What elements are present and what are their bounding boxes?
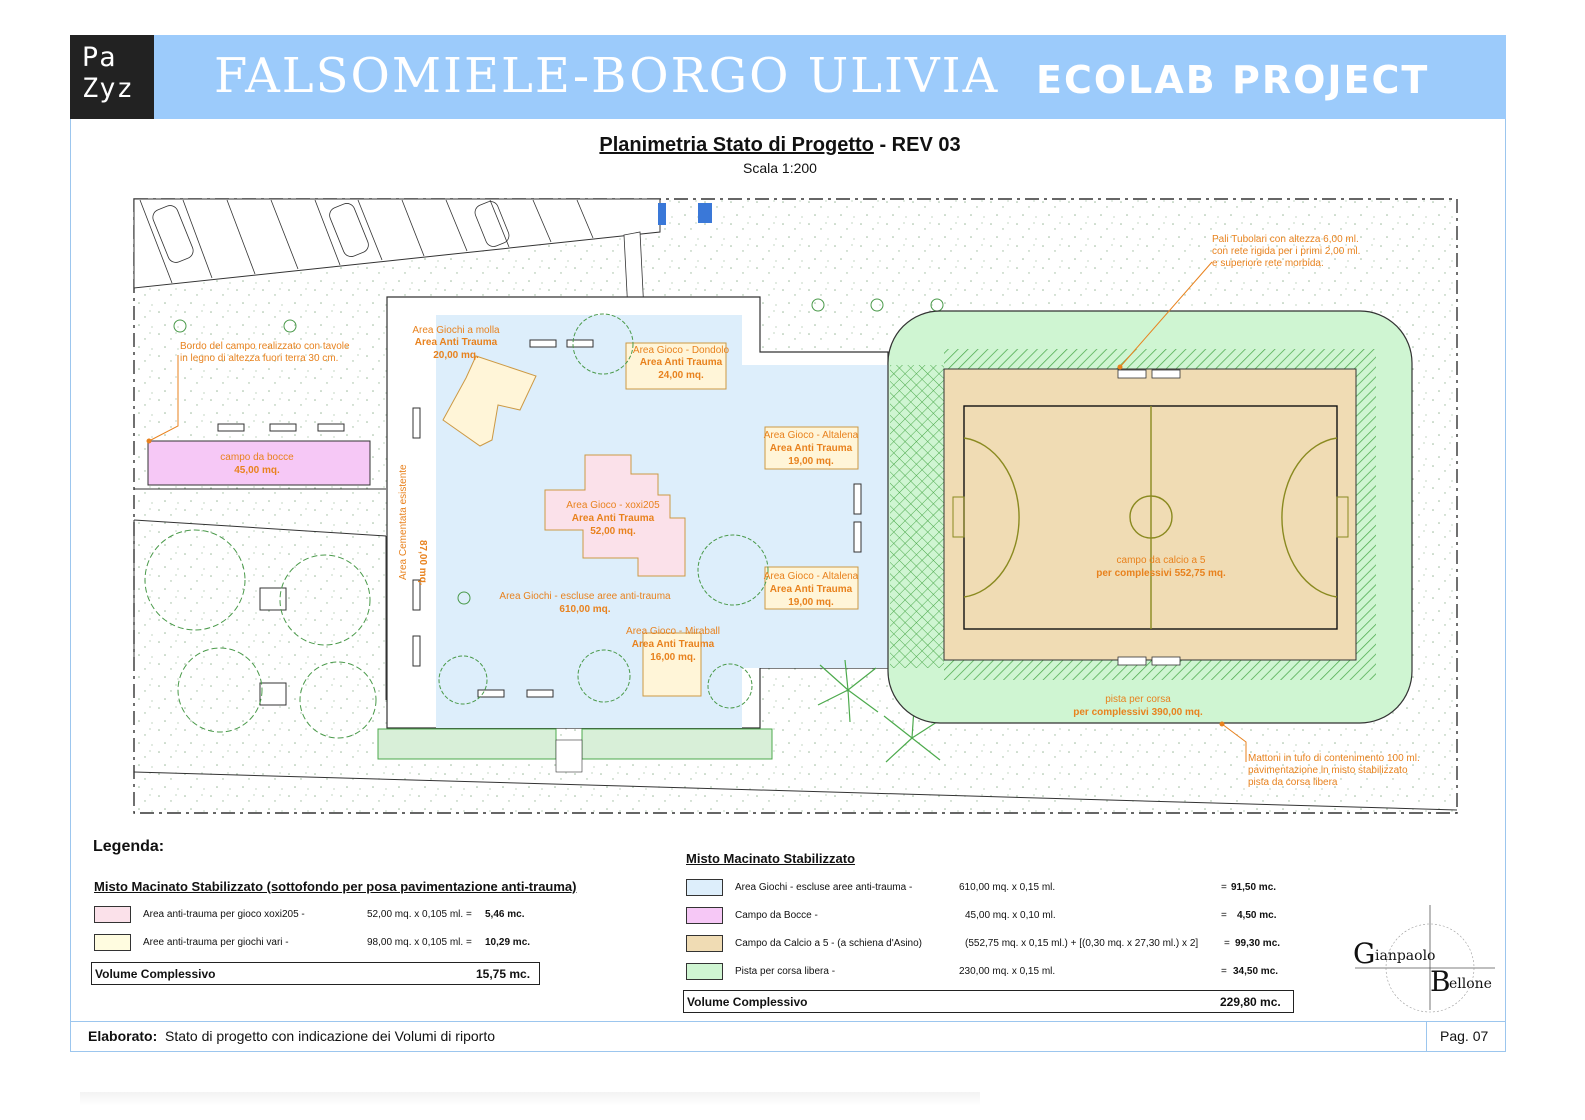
label-giochi-2: 610,00 mq. — [559, 604, 611, 615]
label-pali-1: Pali Tubolari con altezza 6,00 ml. — [1212, 234, 1359, 245]
legend-left-row-1-calc: 52,00 mq. x 0,105 ml. = — [367, 909, 472, 920]
legend-right-row-3-eq: = — [1224, 938, 1230, 949]
label-molla-1: Area Giochi a molla — [412, 325, 500, 336]
label-xoxi-1: Area Gioco - xoxi205 — [566, 500, 660, 511]
legend-right-row-3-value: 99,30 mc. — [1235, 938, 1281, 949]
label-miraball-3: 16,00 mq. — [650, 652, 696, 663]
label-altalena-2a: Area Gioco - Altalena — [763, 571, 859, 582]
label-altalena-1c: 19,00 mq. — [788, 456, 834, 467]
logo-line-2: Zyz — [82, 73, 134, 104]
page-number: Pag. 07 — [1440, 1028, 1489, 1044]
footer-separator — [1426, 1022, 1427, 1052]
legend-title: Legenda: — [93, 838, 165, 855]
football-field — [944, 369, 1356, 665]
label-dondolo-3: 24,00 mq. — [658, 370, 704, 381]
label-miraball-1: Area Gioco - Miraball — [626, 626, 720, 637]
swatch-area-giochi — [686, 879, 723, 896]
footer-label: Elaborato: — [88, 1028, 158, 1044]
legend-left-section: Misto Macinato Stabilizzato (sottofondo per posa pavimentazione anti-trauma) — [94, 879, 577, 894]
label-pali-3: e superiore rete morbida. — [1212, 258, 1324, 269]
label-dondolo-1: Area Gioco - Dondolo — [632, 345, 730, 356]
label-giochi-1: Area Giochi - escluse aree anti-trauma — [499, 591, 671, 602]
swatch-pista — [686, 963, 723, 980]
label-bocce-1: campo da bocce — [220, 452, 294, 463]
legend-left-row-2-label: Aree anti-trauma per giochi vari - — [143, 937, 289, 948]
legend-right-section: Misto Macinato Stabilizzato — [686, 851, 856, 866]
label-dondolo-2: Area Anti Trauma — [639, 357, 723, 368]
legend-right-row-4-eq: = — [1221, 966, 1227, 977]
legend-left-total-label: Volume Complessivo — [95, 967, 216, 981]
label-altalena-2b: Area Anti Trauma — [769, 584, 853, 595]
legend-right-row-2-label: Campo da Bocce - — [735, 910, 818, 921]
label-cementata-2: 87,00 mq. — [417, 540, 428, 586]
plan-title-text: Planimetria Stato di Progetto — [599, 134, 874, 156]
label-cementata-1: Area Cementata esistente — [398, 464, 409, 580]
legend-right-row-1-eq: = — [1221, 882, 1227, 893]
legend-left-row-2-calc: 98,00 mq. x 0,105 ml. = — [367, 937, 472, 948]
label-altalena-1a: Area Gioco - Altalena — [763, 430, 859, 441]
label-bordo-1: Bordo del campo realizzato con tavole — [180, 341, 350, 352]
swatch-calcio — [686, 935, 723, 952]
footer-text: Stato di progetto con indicazione dei Volumi di riporto — [165, 1028, 495, 1044]
legend-left-total-value: 15,75 mc. — [476, 967, 531, 981]
label-calcio-2: per complessivi 552,75 mq. — [1096, 568, 1226, 579]
legend-right-row-2-value: 4,50 mc. — [1237, 910, 1277, 921]
label-altalena-1b: Area Anti Trauma — [769, 443, 853, 454]
plan-scale: Scala 1:200 — [743, 160, 817, 176]
bocce-court — [148, 441, 370, 485]
signature-logo — [1345, 905, 1505, 1015]
label-pali-2: con rete rigida per i primi 2,00 ml. — [1212, 246, 1361, 257]
label-molla-3: 20,00 mq. — [433, 350, 479, 361]
footer-description — [88, 1028, 495, 1044]
signature-last-name: ellone — [1449, 976, 1492, 992]
project-subtitle: ECOLAB PROJECT — [1036, 58, 1430, 102]
legend-right-total-value: 229,80 mc. — [1220, 995, 1281, 1009]
label-mattoni-3: pista da corsa libera — [1248, 777, 1338, 788]
swatch-giochi-vari — [94, 934, 131, 951]
label-xoxi-3: 52,00 mq. — [590, 526, 636, 537]
label-miraball-2: Area Anti Trauma — [631, 639, 715, 650]
label-xoxi-2: Area Anti Trauma — [571, 513, 655, 524]
signature-initial-b: B — [1430, 965, 1451, 998]
project-title: FALSOMIELE-BORGO ULIVIA — [214, 48, 1000, 104]
label-altalena-2c: 19,00 mq. — [788, 597, 834, 608]
legend-right-row-4-value: 34,50 mc. — [1233, 966, 1279, 977]
label-molla-2: Area Anti Trauma — [414, 337, 498, 348]
label-mattoni-1: Mattoni in tufo di contenimento 100 ml. — [1248, 753, 1420, 764]
legend-right-total — [683, 990, 1294, 1013]
legend-left-row-2-value: 10,29 mc. — [485, 937, 531, 948]
label-bordo-2: in legno di altezza fuori terra 30 cm. — [180, 353, 339, 364]
legend-right-row-1-label: Area Giochi - escluse aree anti-trauma - — [735, 882, 913, 893]
legend-right-row-1-value: 91,50 mc. — [1231, 882, 1277, 893]
legend-right-row-2-calc: 45,00 mq. x 0,10 ml. — [965, 910, 1056, 921]
swatch-xoxi205 — [94, 906, 131, 923]
label-pista-1: pista per corsa — [1105, 694, 1171, 705]
legend-right-row-4-calc: 230,00 mq. x 0,15 ml. — [959, 966, 1056, 977]
label-pista-2: per complessivi 390,00 mq. — [1073, 707, 1203, 718]
plan-revision: - REV 03 — [873, 134, 961, 156]
signature-initial-g: G — [1353, 937, 1376, 970]
legend-right-row-3-label: Campo da Calcio a 5 - (a schiena d'Asino) — [735, 938, 923, 949]
swatch-bocce — [686, 907, 723, 924]
legend-right-row-1-calc: 610,00 mq. x 0,15 ml. — [959, 882, 1056, 893]
signature-first-name: ianpaolo — [1375, 948, 1436, 964]
page-shadow — [80, 1092, 980, 1106]
legend-left-row-1-label: Area anti-trauma per gioco xoxi205 - — [143, 909, 305, 920]
legend-left-total — [91, 962, 540, 985]
label-mattoni-2: pavimentazione in misto stabilizzato — [1248, 765, 1408, 776]
label-calcio-1: campo da calcio a 5 — [1116, 555, 1206, 566]
legend-right-row-4-label: Pista per corsa libera - — [735, 966, 836, 977]
legend-left-row-1-value: 5,46 mc. — [485, 909, 525, 920]
legend-right-row-2-eq: = — [1221, 910, 1227, 921]
legend-right-row-3-calc: (552,75 mq. x 0,15 ml.) + [(0,30 mq. x 27,30 ml.) x 2] — [965, 938, 1199, 949]
footer-bar — [70, 1021, 1506, 1052]
label-bocce-2: 45,00 mq. — [234, 465, 280, 476]
logo-line-1: Pa — [82, 42, 117, 73]
legend-right-total-label: Volume Complessivo — [687, 995, 808, 1009]
